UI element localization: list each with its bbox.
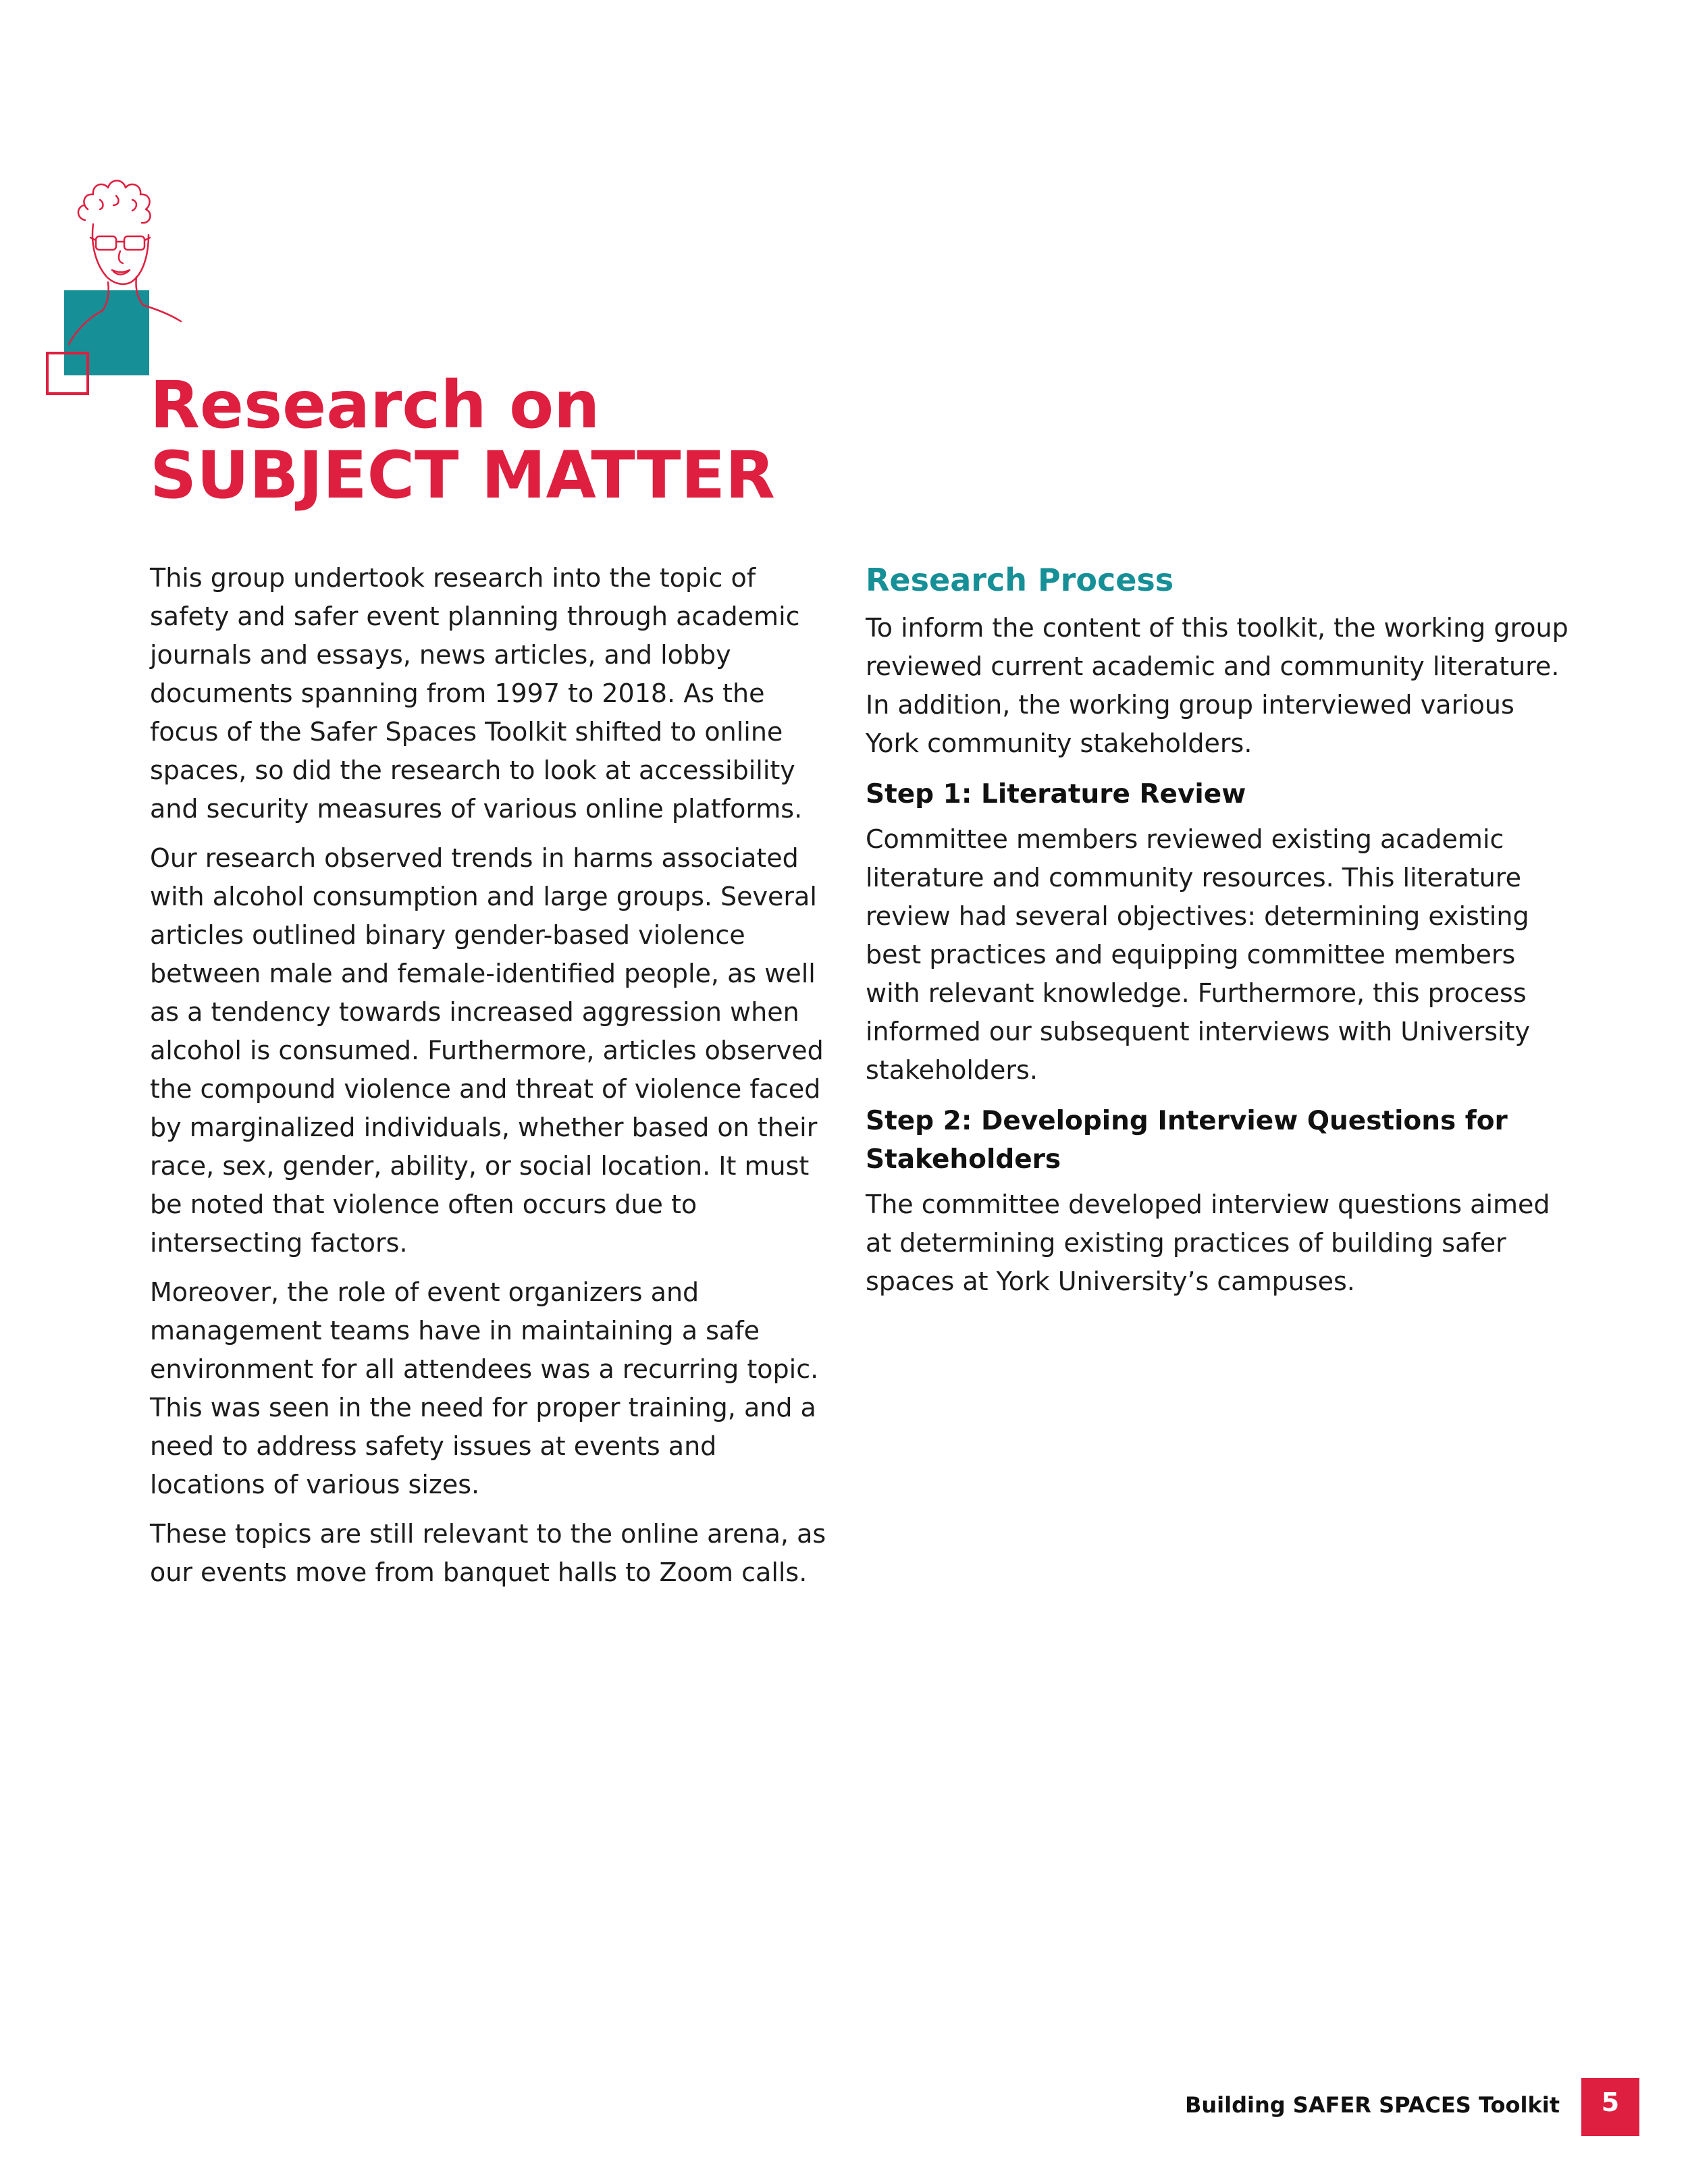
page-number-badge: 5	[1581, 2078, 1639, 2136]
page-title	[150, 367, 775, 513]
research-process-heading: Research Process	[866, 562, 1174, 598]
title-line-2: SUBJECT MATTER	[150, 437, 775, 513]
left-paragraph-2: Our research observed trends in harms associated with alcohol consumption and large groups. Several articles outlined binary gender-based violence between male and female-identified people, as well as a tendency towards increased aggression when alcohol is consumed. Furthermore, articles observed the compound violence and threat of violence faced by marginalized individuals, whether based on their race, sex, gender, ability, or social location. It must be noted that violence often occurs due to intersecting factors.	[150, 843, 824, 1258]
right-column	[866, 559, 1575, 1312]
left-paragraph-3: Moreover, the role of event organizers and management teams have in maintaining a safe environment for all attendees was a recurring topic. This was seen in the need for proper training, and a need to address safety issues at events and locations of various sizes.	[150, 1277, 819, 1499]
step1-heading: Step 1: Literature Review	[866, 779, 1246, 809]
footer-title: Building SAFER SPACES Toolkit	[1184, 2092, 1560, 2118]
left-paragraph-4: These topics are still relevant to the online arena, as our events move from banquet halls to Zoom calls.	[150, 1519, 826, 1587]
step2-heading: Step 2: Developing Interview Questions for Stakeholders	[866, 1106, 1508, 1175]
step2-text: The committee developed interview questions aimed at determining existing practices of building safer spaces at York University’s campuses.	[866, 1190, 1550, 1296]
left-column	[150, 559, 832, 1603]
step1-text: Committee members reviewed existing academic literature and community resources. This literature review had several objectives: determining existing best practices and equipping committee members with relevant knowledge. Furthermore, this process informed our subsequent interviews with University stakeholders.	[866, 824, 1530, 1085]
title-line-1: Research on	[150, 367, 600, 443]
left-paragraph-1: This group undertook research into the topic of safety and safer event planning through academic journals and essays, news articles, and lobby documents spanning from 1997 to 2018. As the focus of the Safer Spaces Toolkit shifted to online spaces, so did the research to look at accessibility and security measures of various online platforms.	[150, 563, 803, 824]
research-process-intro: To inform the content of this toolkit, the working group reviewed current academic and community literature. In addition, the working group interviewed various York community stakeholders.	[866, 613, 1568, 758]
